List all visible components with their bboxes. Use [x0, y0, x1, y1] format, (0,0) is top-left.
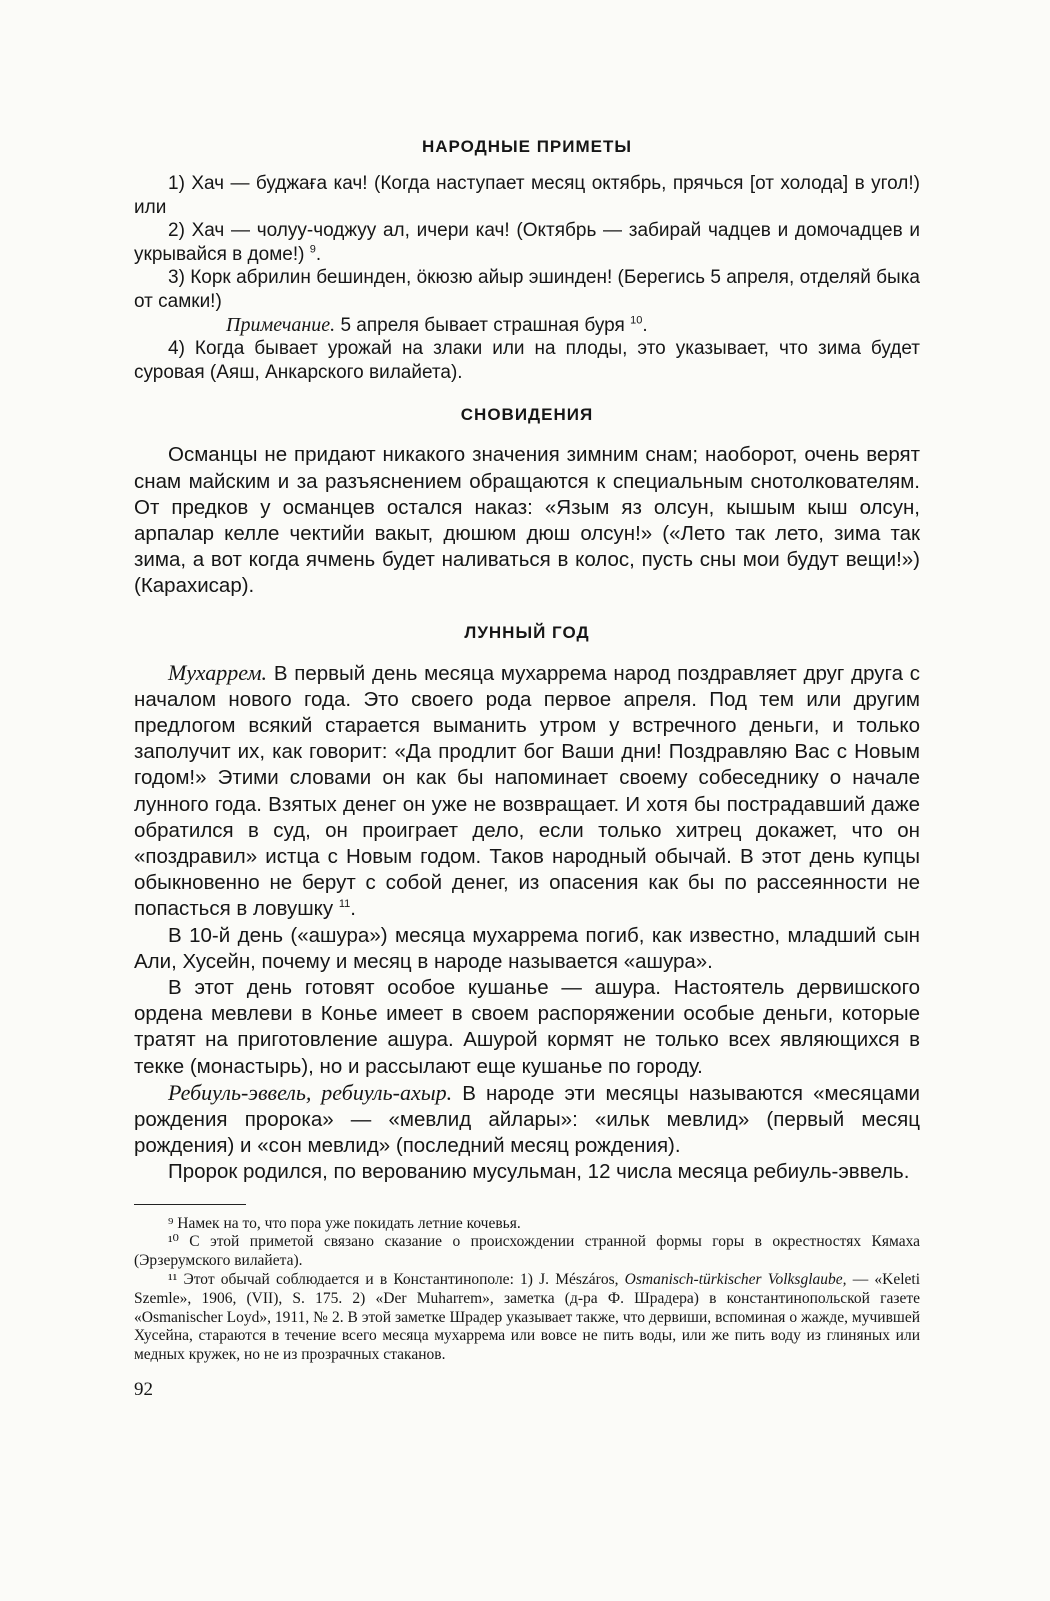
muharrem-label: Мухаррем.: [168, 659, 268, 685]
sign-2: 2) Хач — чолуу-чоджуу ал, ичери кач! (Октябрь — забирай чадцев и домочадцев и укрывайся в доме!) $^9$.: [134, 220, 920, 265]
sign-4: 4) Когда бывает урожай на злаки или на плоды, это указывает, что зима будет суровая (Аяш, Анкарского вилайета).: [134, 338, 920, 383]
lunar-paragraph-3: В этот день готовят особое кушанье — ашура. Настоятель дервишского ордена мевлеви в Конье имеет в своем распоряжении особые деньги, которые тратят на приготовление ашура. Ашурой кормят не только всех являющихся в текке (монастырь), но и рассылают еще кушанье по городу.: [134, 976, 920, 1078]
rebiul-label: Ребиуль-эввель, ребиуль-ахыр.: [168, 1079, 453, 1105]
heading-dreams: СНОВИДЕНИЯ: [460, 405, 594, 425]
heading-folk-signs: НАРОДНЫЕ ПРИМЕТЫ: [421, 137, 633, 156]
footnote-9: ⁹ Намек на то, что пора уже покидать летние кочевья.: [168, 1214, 521, 1232]
note-label: Примечание.: [226, 313, 336, 336]
page-number: 92: [134, 1379, 153, 1400]
sign-1: 1) Хач — буджаға кач! (Когда наступает месяц октябрь, прячься [от холода] в угол!) или: [134, 173, 920, 218]
note-text: 5 апреля бывает страшная буря: [335, 314, 625, 336]
lunar-paragraph-1: Мухаррем. В первый день месяца мухаррема народ поздравляет друг друга с началом нового года. Это своего рода первое апреля. Под тем или другим предлогом всякий старается выманить утром у встречного деньги, и только заполучит их, как говорит: «Да продлит бог Ваши дни! Поздравляю Вас с Новым годом!» Этими словами он как бы напоминает своему собеседнику о начале лунного года. Взятых денег он уже не возвращает. И хотя бы пострадавший даже обратился в суд, он проиграет дело, если только хитрец докажет, что он «поздравил» истца с Новым годом. Таков народный обычай. В этот день купцы обыкновенно не берут с собой денег, из опасения как бы по рассеянности не попасться в ловушку $^{11}$.: [134, 659, 920, 921]
sign-2-text: 2) Хач — чолуу-чоджуу ал, ичери кач! (Октябрь — забирай чадцев и домочадцев и укрывайся в доме!): [134, 220, 920, 265]
footnote-11-part-a: ¹¹ Этот обычай соблюдается и в Константинополе: 1) J. Mészáros,: [168, 1271, 625, 1289]
lunar-paragraph-1-text: В первый день месяца мухаррема народ поздравляет друг друга с началом нового года. Это своего рода первое апреля. Под тем или другим предлогом всякий старается выманить утром у встречного деньги, и только заполучит их, как говорит: «Да продлит бог Ваши дни! Поздравляю Вас с Новым годом!» Этими словами он как бы напоминает своему собеседнику о начале лунного года. Взятых денег он уже не возвращает. И хотя бы пострадавший даже обратился в суд, он проиграет дело, если только хитрец докажет, что он «поздравил» истца с Новым годом. Таков народный обычай. В этот день купцы обыкновенно не берут с собой денег, из опасения как бы по рассеянности не попасться в ловушку: [134, 661, 920, 921]
dreams-paragraph: Османцы не придают никакого значения зимним снам; наоборот, очень верят снам майским и за разъяснением обращаются к специальным снотолкователям. От предков у османцев остался наказ: «Язым яз олсун, кышым кыш олсун, арпалар келле чектийи вакыт, дюшюм дюш олсун!» («Лето так лето, зима так зима, а вот когда ячмень будет наливаться в колос, пусть сны мои будут вещи!») (Карахисар).: [134, 443, 920, 598]
footnote-ref-11: 11: [338, 898, 351, 911]
footnote-ref-10: 10: [630, 314, 643, 327]
footnote-11-title: Osmanisch-türkischer Volksglaube,: [624, 1271, 847, 1289]
lunar-paragraph-4: [134, 1080, 920, 1160]
footnote-ref-9: 9: [309, 243, 316, 256]
footnote-10: ¹⁰ С этой приметой связано сказание о происхождении странной формы горы в окрестностях Кямаха (Эрзерумского вилайета).: [134, 1233, 920, 1270]
heading-lunar-year: ЛУННЫЙ ГОД: [464, 622, 590, 642]
sign-note: Примечание. 5 апреля бывает страшная буря $^{10}$.: [226, 313, 648, 336]
sign-3: 3) Корк абрилин бешинден, ӧкюзю айыр эшинден! (Берегись 5 апреля, отделяй быка от самки!): [134, 267, 920, 312]
footnote-11-part-b: — «Keleti Szemle», 1906, (VII), S. 175. 2) «Der Muharrem», заметка (д-ра Ф. Шрадера) в константинопольской газете «Osmanischer Loyd», 1911, № 2. В этой заметке Шрадер указывает также, что дервиши, вспоминая о жажде, мучившей Хусейна, стараются в течение всего месяца мухаррема или вовсе не пить воды, или же пить воду из глиняных или медных кружек, но не из прозрачных стаканов.: [134, 1271, 921, 1364]
footnote-divider: [134, 1204, 246, 1205]
lunar-paragraph-4-text: В народе эти месяцы называются «месяцами рождения пророка» — «мевлид айлары»: «ильк мевлид» (первый месяц рождения) и «сон мевлид» (последний месяц рождения).: [134, 1081, 921, 1158]
footnote-11: [134, 1271, 920, 1365]
lunar-paragraph-5: Пророк родился, по верованию мусульман, 12 числа месяца ребиуль-эввель.: [168, 1160, 910, 1184]
lunar-paragraph-2: В 10-й день («ашура») месяца мухаррема погиб, как известно, младший сын Али, Хусейн, почему и месяц в народе называется «ашура».: [134, 923, 920, 973]
